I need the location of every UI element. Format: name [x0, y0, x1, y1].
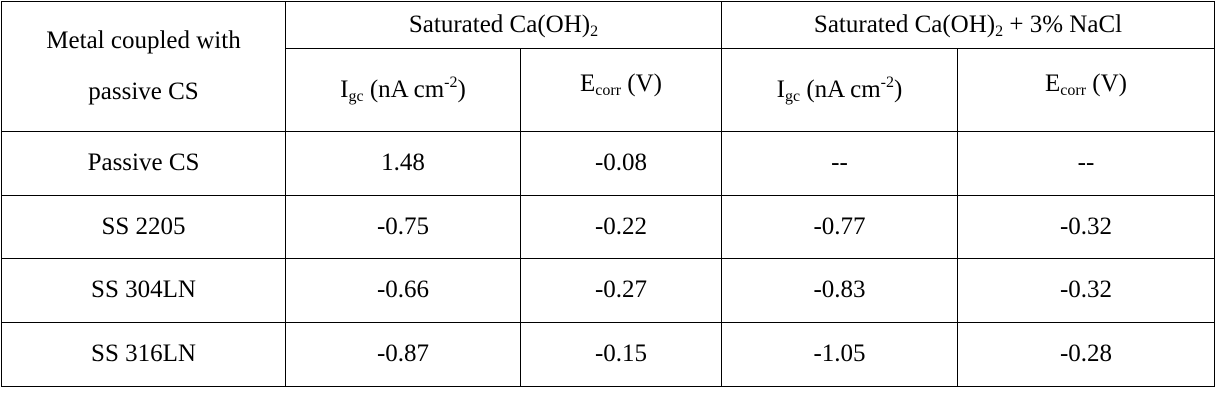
header-metal-coupled [2, 2, 286, 132]
group1-main: Saturated Ca(OH) [408, 10, 591, 38]
header-igc-1 [286, 49, 521, 132]
header-group-saturated-caoh2 [286, 2, 722, 49]
header-ecorr-2 [958, 49, 1215, 132]
table-row [2, 259, 1215, 323]
igc-unit-sup: -2 [880, 73, 894, 91]
group2-suffix: + 3% NaCl [1003, 10, 1123, 38]
igc2-cell: -1.05 [722, 323, 958, 387]
igc-unit-post: ) [893, 75, 903, 103]
metal-cell: SS 2205 [2, 196, 286, 259]
ecorr2-cell: -0.32 [958, 259, 1215, 323]
igc-symbol: I [340, 75, 349, 103]
header-metal-line1: Metal coupled with [46, 26, 241, 54]
ecorr-sub: corr [595, 81, 622, 99]
ecorr-unit: (V) [621, 69, 662, 97]
igc1-cell: -0.87 [286, 323, 521, 387]
igc-unit-pre: (nA cm [800, 75, 881, 103]
igc2-cell: -0.83 [722, 259, 958, 323]
igc2-cell: -0.77 [722, 196, 958, 259]
header-row-1 [2, 2, 1215, 49]
group1-sub: 2 [590, 22, 599, 40]
metal-cell: SS 316LN [2, 323, 286, 387]
igc1-cell: -0.75 [286, 196, 521, 259]
ecorr-sub: corr [1060, 81, 1087, 99]
igc2-cell: -- [722, 132, 958, 196]
igc1-cell: 1.48 [286, 132, 521, 196]
table-row [2, 132, 1215, 196]
group2-main: Saturated Ca(OH) [813, 10, 996, 38]
ecorr1-cell: -0.08 [521, 132, 722, 196]
igc-unit-sup: -2 [444, 73, 458, 91]
ecorr-unit: (V) [1086, 69, 1127, 97]
ecorr-symbol: E [1044, 69, 1061, 97]
ecorr2-cell: -0.28 [958, 323, 1215, 387]
ecorr2-cell: -- [958, 132, 1215, 196]
metal-cell: SS 304LN [2, 259, 286, 323]
ecorr1-cell: -0.27 [521, 259, 722, 323]
metal-cell: Passive CS [2, 132, 286, 196]
igc-unit-pre: (nA cm [363, 75, 445, 103]
ecorr1-cell: -0.15 [521, 323, 722, 387]
igc-unit-post: ) [457, 75, 466, 103]
igc-sub: gc [785, 87, 801, 105]
table-row [2, 196, 1215, 259]
header-metal-line2: passive CS [88, 77, 199, 105]
group2-sub: 2 [995, 22, 1004, 40]
ecorr2-cell: -0.32 [958, 196, 1215, 259]
table-row [2, 323, 1215, 387]
header-ecorr-1 [521, 49, 722, 132]
data-table [1, 1, 1215, 387]
header-group-saturated-caoh2-nacl [722, 2, 1215, 49]
igc1-cell: -0.66 [286, 259, 521, 323]
igc-sub: gc [348, 87, 364, 105]
ecorr1-cell: -0.22 [521, 196, 722, 259]
ecorr-symbol: E [579, 69, 596, 97]
header-igc-2 [722, 49, 958, 132]
igc-symbol: I [776, 75, 785, 103]
